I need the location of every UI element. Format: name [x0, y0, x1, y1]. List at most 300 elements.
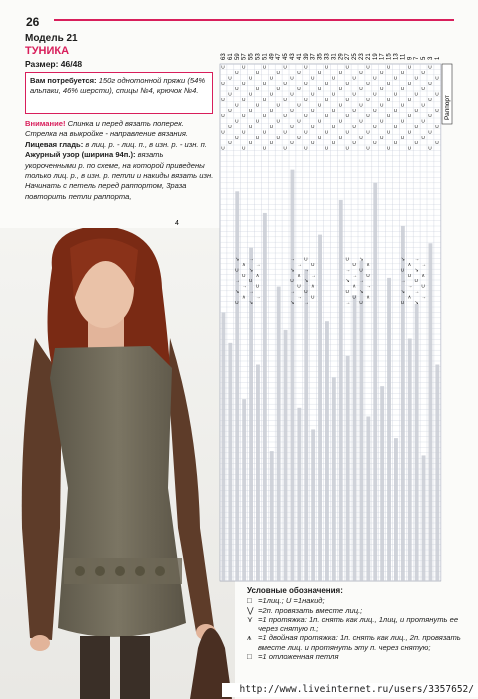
stitch-symbol: U	[359, 119, 363, 125]
stitch-symbol: U	[324, 98, 329, 103]
stitch-symbol: U	[235, 103, 239, 109]
stitch-symbol: U	[283, 65, 287, 71]
stitch-symbol: U	[393, 125, 398, 130]
column-number: 61	[227, 53, 234, 60]
stitch-symbol: U	[290, 141, 294, 147]
stitch-symbol: U	[331, 76, 336, 82]
stitch-symbol: ∧	[366, 295, 370, 301]
stitch-symbol: U	[393, 92, 398, 98]
stitch-symbol: U	[276, 71, 280, 76]
column-number: 19	[372, 53, 379, 60]
stitch-symbol: U	[435, 92, 439, 98]
short-row-bar	[256, 365, 260, 582]
stitch-symbol: U	[428, 146, 432, 152]
instruction-lead: Лицевая гладь:	[25, 139, 84, 149]
stitch-symbol: U	[221, 65, 225, 71]
short-row-bar	[380, 386, 384, 581]
stitch-symbol: U	[414, 92, 418, 98]
stitch-symbol: U	[345, 130, 349, 136]
stitch-symbol: →	[421, 263, 427, 268]
source-url[interactable]: http://www.liveinternet.ru/users/3357652/	[222, 683, 478, 697]
instruction-lead: Ажурный узор (ширина 94п.):	[25, 150, 136, 160]
model-number: Модель 21	[25, 33, 78, 44]
instruction-lace	[25, 150, 215, 202]
stitch-symbol: U	[324, 114, 329, 120]
stitch-symbol: U	[407, 98, 412, 103]
stitch-symbol: U	[290, 108, 294, 114]
instruction-stockinette	[25, 140, 215, 150]
short-row-bar	[346, 356, 350, 581]
stitch-symbol: U	[276, 119, 280, 125]
stitch-symbol: U	[414, 279, 418, 285]
stitch-symbol: U	[380, 71, 384, 76]
stitch-symbol: U	[311, 125, 315, 130]
stitch-symbol: U	[324, 81, 329, 87]
column-number: 21	[365, 53, 372, 60]
stitch-symbol: U	[428, 130, 432, 136]
stitch-symbol: U	[373, 141, 377, 147]
stitch-symbol: U	[235, 135, 239, 141]
stitch-symbol: →	[255, 295, 261, 301]
stitch-symbol: U	[421, 284, 425, 290]
model-photo	[0, 228, 235, 699]
stitch-symbol: U	[386, 65, 391, 71]
stitch-symbol: U	[386, 98, 391, 103]
schematic-dim-top: 4	[175, 220, 179, 227]
stitch-symbol: U	[221, 130, 225, 136]
stitch-symbol: →	[248, 257, 254, 263]
pattern-title: ТУНИКА	[25, 45, 70, 57]
short-row-bar	[297, 408, 301, 581]
chart-grid	[220, 64, 441, 581]
stitch-symbol: →	[345, 268, 351, 274]
column-number: 11	[400, 53, 407, 60]
short-row-bar	[360, 261, 364, 581]
size-line: Размер: 46/48	[25, 59, 83, 69]
short-row-bar	[263, 213, 267, 581]
legend-item: ⩚ =1 двойная протяжка: 1п. снять как лиц., 2п. провязать вместе лиц. и протянуть эту п. через снятую;	[247, 633, 461, 652]
stitch-symbol: U	[297, 135, 301, 141]
short-row-bar	[318, 235, 322, 581]
k2tog-symbol-icon: ⋁	[247, 605, 254, 615]
stitch-symbol: U	[359, 71, 363, 76]
stitch-symbol: U	[269, 125, 274, 130]
stitch-symbol: U	[317, 135, 322, 141]
stitch-symbol: →	[414, 257, 420, 263]
stitch-symbol: U	[276, 103, 280, 109]
short-row-bar	[429, 243, 433, 581]
stitch-symbol: ↘	[235, 290, 240, 295]
column-number: 63	[221, 53, 227, 60]
stitch-symbol: U	[235, 268, 239, 274]
stitch-symbol: U	[255, 71, 260, 76]
instruction-lead: Внимание!	[25, 119, 66, 128]
stitch-symbol: U	[248, 279, 253, 285]
stitch-symbol: U	[297, 284, 301, 290]
stitch-symbol: →	[255, 263, 261, 268]
stitch-symbol: U	[228, 141, 232, 147]
short-row-bar	[277, 287, 281, 581]
stitch-symbol: U	[345, 290, 349, 295]
stitch-symbol: U	[311, 141, 315, 147]
stitch-symbol: U	[311, 263, 315, 268]
stitch-symbol: U	[400, 300, 405, 306]
stitch-symbol: U	[421, 103, 425, 109]
page-number: 26	[26, 15, 40, 29]
stitch-symbol: →	[290, 257, 296, 263]
column-number: 59	[234, 53, 241, 60]
column-number: 13	[393, 53, 400, 60]
stitch-symbol: U	[393, 141, 398, 147]
stitch-symbol: U	[297, 71, 301, 76]
stitch-symbol: U	[317, 71, 322, 76]
column-number: 37	[310, 53, 317, 60]
stitch-symbol: ↘	[235, 257, 240, 263]
stitch-symbol: U	[255, 87, 260, 93]
stitch-symbol: U	[248, 108, 253, 114]
column-number: 9	[407, 56, 414, 60]
stitch-symbol: U	[345, 146, 349, 152]
stitch-symbol: U	[366, 273, 370, 279]
column-number: 39	[303, 53, 310, 60]
column-number: 55	[248, 53, 255, 60]
stitch-symbol: U	[421, 135, 425, 141]
stitch-symbol: →	[297, 295, 302, 301]
short-row-bar	[408, 339, 412, 581]
short-row-bar	[242, 399, 246, 581]
short-row-bar	[373, 183, 377, 581]
stitch-symbol: ∧	[242, 263, 246, 268]
stitch-symbol: U	[283, 114, 287, 120]
stitch-symbol: U	[414, 76, 418, 82]
stitch-symbol: U	[435, 108, 439, 114]
stitch-symbol: ∧	[421, 273, 425, 279]
stitch-symbol: U	[359, 103, 363, 109]
stitch-symbol: U	[304, 146, 308, 152]
stitch-symbol: ↘	[290, 300, 295, 306]
stitch-symbol: U	[352, 125, 356, 130]
column-number: 23	[359, 53, 365, 60]
stitch-symbol: U	[317, 87, 322, 93]
stitch-symbol: U	[338, 135, 343, 141]
stitch-symbol: U	[373, 125, 377, 130]
legend-item: □ =1 отложенная петля	[247, 652, 339, 662]
stitch-symbol: U	[221, 114, 225, 120]
stitch-symbol: U	[345, 65, 349, 71]
stitch-symbol: U	[400, 103, 405, 109]
stitch-symbol: U	[428, 98, 432, 103]
column-number: 1	[434, 56, 441, 60]
stitch-symbol: U	[262, 98, 267, 103]
short-row-bar	[270, 451, 274, 581]
stitch-symbol: U	[373, 76, 377, 82]
lace-chart	[218, 28, 476, 583]
stitch-symbol: →	[414, 290, 420, 295]
skp-symbol-icon: ⋎	[247, 614, 253, 624]
short-row-bar	[366, 416, 370, 581]
stitch-symbol: U	[331, 108, 336, 114]
stitch-symbol: U	[297, 103, 301, 109]
stitch-symbol: U	[373, 92, 377, 98]
stitch-symbol: →	[352, 273, 358, 279]
column-number: 27	[345, 53, 352, 60]
stitch-symbol: →	[248, 290, 254, 295]
legend	[247, 586, 478, 661]
stitch-symbol: U	[366, 98, 370, 103]
stitch-symbol: U	[255, 135, 260, 141]
stitch-symbol: U	[435, 76, 439, 82]
short-row-bar	[435, 365, 439, 582]
stitch-symbol: →	[290, 290, 296, 295]
stitch-symbol: U	[255, 103, 260, 109]
top-rule	[54, 19, 454, 21]
double-decrease-symbol-icon: ⩚	[247, 633, 252, 643]
stitch-symbol: U	[228, 125, 232, 130]
column-number: 33	[324, 53, 331, 60]
stitch-symbol: ∧	[366, 263, 370, 268]
stitch-symbol: U	[366, 81, 370, 87]
stitch-symbol: U	[269, 92, 274, 98]
column-number: 47	[276, 53, 283, 60]
held-stitch-symbol-icon: □	[247, 652, 252, 662]
stitch-symbol: U	[366, 114, 370, 120]
stitch-symbol: U	[228, 92, 232, 98]
stitch-symbol: U	[421, 87, 425, 93]
materials-lead: Вам потребуется:	[30, 76, 97, 85]
stitch-symbol: ∧	[297, 273, 301, 279]
stitch-symbol: U	[386, 130, 391, 136]
stitch-symbol: U	[400, 71, 405, 76]
column-number: 43	[290, 53, 296, 60]
stitch-symbol: U	[345, 114, 349, 120]
stitch-symbol: U	[235, 71, 239, 76]
stitch-symbol: U	[304, 257, 308, 263]
stitch-symbol: U	[248, 92, 253, 98]
stitch-symbol: U	[352, 92, 356, 98]
stitch-symbol: ↘	[359, 257, 364, 263]
stitch-symbol: U	[276, 87, 280, 93]
rapport-label: Раппорт	[444, 95, 451, 120]
stitch-symbol: U	[331, 92, 336, 98]
stitch-symbol: U	[414, 141, 418, 147]
stitch-symbol: U	[248, 141, 253, 147]
stitch-symbol: U	[400, 119, 405, 125]
stitch-symbol: U	[269, 108, 274, 114]
short-row-bar	[304, 269, 308, 581]
stitch-symbol: U	[393, 108, 398, 114]
stitch-symbol: U	[324, 130, 329, 136]
stitch-symbol: U	[235, 87, 239, 93]
legend-title: Условные обозначения:	[247, 586, 343, 595]
stitch-symbol: →	[242, 284, 247, 290]
column-number: 15	[386, 53, 393, 60]
stitch-symbol: →	[407, 284, 413, 290]
column-number: 49	[269, 53, 276, 60]
stitch-symbol: U	[283, 98, 287, 103]
stitch-symbol: U	[242, 98, 246, 103]
stitch-symbol: U	[290, 125, 294, 130]
short-row-bar	[222, 313, 226, 581]
stitch-symbol: U	[304, 98, 308, 103]
short-row-bar	[339, 200, 343, 581]
short-row-bar	[249, 248, 253, 581]
stitch-symbol: ↘	[290, 268, 295, 274]
stitch-symbol: →	[297, 263, 302, 268]
stitch-symbol: →	[345, 300, 351, 306]
stitch-symbol: U	[324, 146, 329, 152]
instructions	[25, 119, 215, 202]
stitch-symbol: →	[304, 300, 309, 306]
stitch-symbol: U	[338, 87, 343, 93]
stitch-symbol: U	[331, 125, 336, 130]
stitch-symbol: U	[324, 65, 329, 71]
stitch-symbol: ↘	[248, 300, 253, 306]
stitch-symbol: U	[366, 146, 370, 152]
stitch-symbol: ↘	[414, 300, 419, 306]
short-row-bar	[284, 330, 288, 581]
stitch-symbol: U	[400, 268, 405, 274]
column-number: 51	[262, 53, 269, 60]
stitch-symbol: ∧	[255, 273, 260, 279]
stitch-symbol: U	[407, 130, 412, 136]
column-number: 5	[421, 56, 428, 60]
stitch-symbol: U	[317, 103, 322, 109]
stitch-symbol: U	[304, 65, 308, 71]
stitch-symbol: ↘	[414, 268, 419, 274]
short-row-bar	[311, 429, 315, 581]
stitch-symbol: U	[269, 141, 274, 147]
stitch-symbol: U	[297, 119, 301, 125]
stitch-symbol: ∧	[311, 284, 315, 290]
stitch-symbol: U	[331, 141, 336, 147]
stitch-symbol: U	[421, 71, 425, 76]
stitch-symbol: U	[317, 119, 322, 125]
stitch-symbol: U	[262, 130, 267, 136]
stitch-symbol: U	[352, 263, 356, 268]
stitch-symbol: U	[366, 130, 370, 136]
column-number: 41	[296, 53, 303, 60]
stitch-symbol: U	[290, 76, 294, 82]
stitch-symbol: U	[435, 141, 439, 147]
stitch-symbol: U	[400, 135, 405, 141]
stitch-symbol: U	[352, 76, 356, 82]
stitch-symbol: U	[345, 98, 349, 103]
stitch-symbol: U	[262, 81, 267, 87]
stitch-symbol: U	[311, 108, 315, 114]
stitch-symbol: U	[407, 114, 412, 120]
stitch-symbol: U	[228, 76, 232, 82]
stitch-symbol: U	[352, 295, 356, 301]
stitch-symbol: U	[359, 135, 363, 141]
short-row-bar	[422, 455, 426, 581]
stitch-symbol: ↘	[400, 290, 405, 295]
stitch-symbol: U	[235, 300, 239, 306]
stitch-symbol: U	[283, 146, 287, 152]
stitch-symbol: U	[428, 81, 432, 87]
stitch-symbol: U	[421, 119, 425, 125]
stitch-symbol: →	[311, 273, 316, 279]
stitch-symbol: U	[221, 98, 225, 103]
stitch-symbol: ↘	[345, 279, 350, 285]
stitch-symbol: U	[255, 284, 260, 290]
instruction-attention	[25, 119, 215, 140]
stitch-symbol: ∧	[407, 295, 412, 301]
stitch-symbol: U	[407, 65, 412, 71]
column-number: 3	[428, 56, 434, 60]
stitch-symbol: U	[221, 81, 225, 87]
stitch-symbol: U	[283, 130, 287, 136]
stitch-symbol: U	[242, 81, 246, 87]
stitch-symbol: U	[359, 87, 363, 93]
stitch-symbol: U	[304, 81, 308, 87]
stitch-symbol: →	[366, 284, 371, 290]
stitch-symbol: →	[359, 279, 365, 285]
stitch-symbol: ∧	[242, 295, 246, 301]
stitch-symbol: U	[338, 103, 343, 109]
stitch-symbol: U	[352, 108, 356, 114]
stitch-symbol: U	[373, 108, 377, 114]
short-row-bar	[387, 278, 391, 581]
stitch-symbol: U	[386, 81, 391, 87]
instruction-text: Спинка и перед вязать поперек. Стрелка на выкройке - направление вязания.	[25, 119, 188, 139]
short-row-bar	[235, 191, 239, 581]
stitch-symbol: U	[428, 65, 432, 71]
stitch-symbol: U	[386, 146, 391, 152]
stitch-symbol: U	[262, 146, 267, 152]
stitch-symbol: U	[407, 146, 412, 152]
stitch-symbol: U	[290, 92, 294, 98]
column-number: 17	[379, 53, 386, 60]
column-number: 31	[331, 53, 338, 60]
stitch-symbol: U	[407, 81, 412, 87]
stitch-symbol: U	[276, 135, 280, 141]
stitch-symbol: ↘	[248, 268, 253, 274]
stitch-symbol: U	[269, 76, 274, 82]
column-number: 45	[283, 53, 290, 60]
stitch-symbol: U	[311, 76, 315, 82]
stitch-symbol: U	[228, 108, 232, 114]
legend-item: ⋎ =1 протяжка: 1п. снять как лиц., 1лиц, и протянуть ее через снятую п.;	[247, 614, 459, 634]
short-row-bar	[332, 377, 336, 581]
stitch-symbol: U	[290, 279, 294, 285]
short-row-bar	[291, 170, 295, 581]
column-number: 35	[317, 53, 324, 60]
stitch-symbol: U	[380, 135, 384, 141]
stitch-symbol: U	[311, 295, 315, 301]
stitch-symbol: U	[345, 257, 349, 263]
stitch-symbol: U	[248, 125, 253, 130]
instruction-text: вязать укороченными р. по схеме, на которой приведены только лиц. р., в изн. р. петли и накиды вязать изн. Начинать с петель перед раппортом, 3раза повторить петли раппорта,	[25, 150, 214, 201]
stitch-symbol: U	[338, 119, 343, 125]
stitch-symbol: U	[428, 114, 432, 120]
stitch-symbol: U	[386, 114, 391, 120]
stitch-symbol: U	[352, 141, 356, 147]
stitch-symbol: →	[235, 279, 240, 285]
stitch-symbol: U	[262, 114, 267, 120]
stitch-symbol: U	[304, 114, 308, 120]
stitch-symbol: ∧	[407, 263, 412, 268]
stitch-symbol: U	[242, 65, 246, 71]
stitch-symbol: U	[338, 71, 343, 76]
legend-item: □ =1лиц.; U =1накид;	[247, 596, 325, 606]
knit-symbol-icon: □	[247, 596, 252, 606]
materials-text: 150г однотонной пряжи (54% альпаки, 46% шерсти), спицы №4, крючок №4.	[30, 76, 206, 95]
legend-item: ⋁ =2п. провязать вместе лиц.;	[247, 605, 363, 615]
stitch-symbol: U	[221, 146, 225, 152]
stitch-symbol: U	[242, 146, 246, 152]
stitch-symbol: U	[359, 300, 363, 306]
stitch-symbol: U	[380, 87, 384, 93]
